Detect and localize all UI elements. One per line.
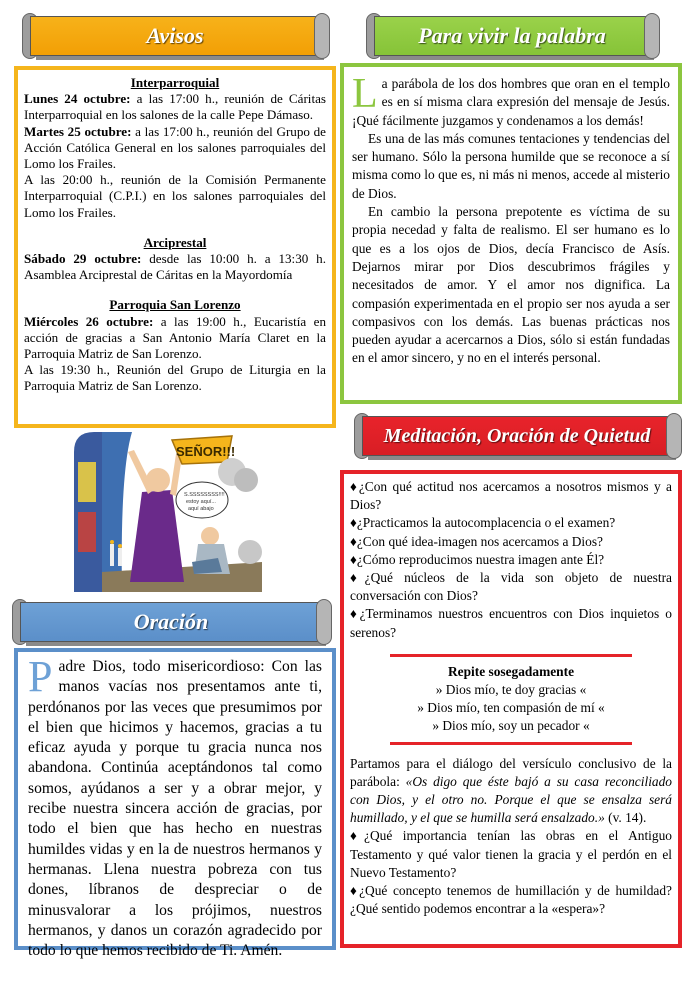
closing-paragraph: Partamos para el diálogo del versículo conclusivo de la parábola: «Os digo que éste bajó a su casa reconciliado con Dios, y el otro no. Porque el que se ensalza será humillado, y el que se humilla será ensalzado.» (v. 14). [350, 755, 672, 826]
oracion-box [14, 648, 336, 960]
dropcap-l: L [352, 71, 378, 117]
question-item: ♦¿Qué núcleos de la vida son objeto de nuestra conversación con Dios? [350, 570, 672, 604]
repeat-title: Repite sosegadamente [447, 663, 575, 679]
avisos-title: Avisos [146, 23, 204, 48]
aviso-entry: Sábado 29 octubre: desde las 10:00 h. a 13:30 h. Asamblea Arciprestal de Cáritas en la Mayordomía [24, 251, 326, 283]
question-item: ♦¿Terminamos nuestros encuentros con Dios inquietos o serenos? [350, 606, 672, 640]
arciprestal-title: Arciprestal [143, 234, 207, 250]
meditacion-banner [362, 416, 672, 456]
question-item: ♦¿Qué concepto tenemos de humillación y de humildad?¿Qué sentido podemos encontrar a la «espera»? [350, 883, 672, 917]
dropcap-p: P [28, 652, 53, 701]
aviso-entry: Lunes 24 octubre: a las 17:00 h., reunión de Cáritas Interparroquial en los salones de la calle Pepe Dámaso. [24, 91, 326, 123]
question-item: ♦¿Con qué idea-imagen nos acercamos a Dios? [350, 533, 603, 549]
vivir-banner [374, 16, 650, 56]
vivir-title: Para vivir la palabra [418, 23, 606, 48]
interparroquial-title: Interparroquial [130, 75, 220, 90]
question-item: ♦¿Practicamos la autocomplacencia o el examen? [350, 515, 616, 531]
meditacion-title: Meditación, Oración de Quietud [383, 424, 651, 447]
oracion-title: Oración [133, 609, 209, 634]
repeat-line: » Dios mío, soy un pecador « [432, 718, 590, 734]
cartoon-shout: SEÑOR!!! [176, 444, 236, 459]
avisos-banner [30, 16, 320, 56]
question-item: ♦¿Qué importancia tenían las obras en el Antiguo Testamento y qué valor tienen la gracia y el perdón en el Nuevo Testamento? [350, 828, 672, 880]
san-lorenzo-title: Parroquia San Lorenzo [109, 297, 241, 313]
svg-text:aquí abajo: aquí abajo [188, 506, 214, 512]
svg-text:S.SSSSSSSS!!!!: S.SSSSSSSS!!!! [184, 492, 225, 498]
aviso-entry: Miércoles 26 octubre: a las 19:00 h., Eucaristía en acción de gracias a San Antonio María Claret en la Parroquia Matriz de San Lorenzo. [24, 313, 326, 362]
vivir-paragraph: La parábola de los dos hombres que oran en el templo es en sí misma clara expresión del mensaje de Jesús. ¡Qué fácilmente juzgamos y condenamos a los demás! [352, 71, 670, 128]
meditacion-box [340, 470, 682, 948]
question-item: ♦¿Cómo reproducimos nuestra imagen ante Él? [350, 551, 605, 567]
vivir-box [340, 63, 682, 404]
divider [390, 654, 632, 657]
cartoon-illustration [72, 432, 262, 592]
prayer-text: Padre Dios, todo misericordioso: Con las manos vacías nos presentamos ante ti, perdónanos por las veces que presumimos por el bien que hicimos y hacemos, gracias a tu eficaz ayuda y porque tu gracia nunca nos abandona. Continúa aceptándonos tal como somos, ayúdanos a ser y a obrar mejor, y recibe nuestra sincera acción de gracias, por todo el bien que has hecho en nuestras humildes vidas y en la de nuestros hermanos y hermanas. Llena nuestra pobreza con tus dones, líbranos de despreciar o de minusvalorar a los prójimos, nuestros hermanos, y danos un corazón agradecido por todo lo que hemos recibido de Ti. Amén. [28, 652, 322, 960]
avisos-box [14, 66, 336, 428]
vivir-paragraph: Es una de las más comunes tentaciones y tendencias del ser humano. Sólo la persona humilde que se reconoce a sí misma como lo que es, ni más ni menos, accede al misterio de Dios. [352, 130, 670, 201]
repeat-line: » Dios mío, ten compasión de mí « [417, 700, 605, 716]
question-item: ♦¿Con qué actitud nos acercamos a nosotros mismos y a Dios? [350, 479, 672, 513]
vivir-paragraph: En cambio la persona prepotente es víctima de su propia necedad y falta de realismo. El ser humano es lo que es a los ojos de Dios, decía Francisco de Asís. Dejarnos mirar por Dios descubrimos frágiles y necesitados de amor. Y el amor nos dignifica. La compasión experimentada en el propio ser nos ayuda a ser compasivos con los demás. Las buenas prácticas nos pueden ayudar a acercarnos a Dios, sólo si están fundadas en el amor sincero, y no en el interés personal. [352, 204, 670, 366]
aviso-entry: Martes 25 octubre: a las 17:00 h., reunión del Grupo de Acción Católica General en los salones parroquiales del Lomo los Frailes. [24, 123, 326, 172]
oracion-banner [20, 602, 322, 642]
aviso-entry: A las 19:30 h., Reunión del Grupo de Liturgia en la Parroquia Matriz de San Lorenzo. [24, 362, 326, 394]
repeat-block [350, 663, 672, 736]
aviso-entry: A las 20:00 h., reunión de la Comisión Permanente Interparroquial (C.P.I.) en los salones parroquiales del Lomo los Frailes. [24, 172, 326, 220]
svg-text:estoy aquí...: estoy aquí... [186, 499, 216, 505]
repeat-line: » Dios mío, te doy gracias « [435, 682, 587, 698]
divider [390, 742, 632, 745]
